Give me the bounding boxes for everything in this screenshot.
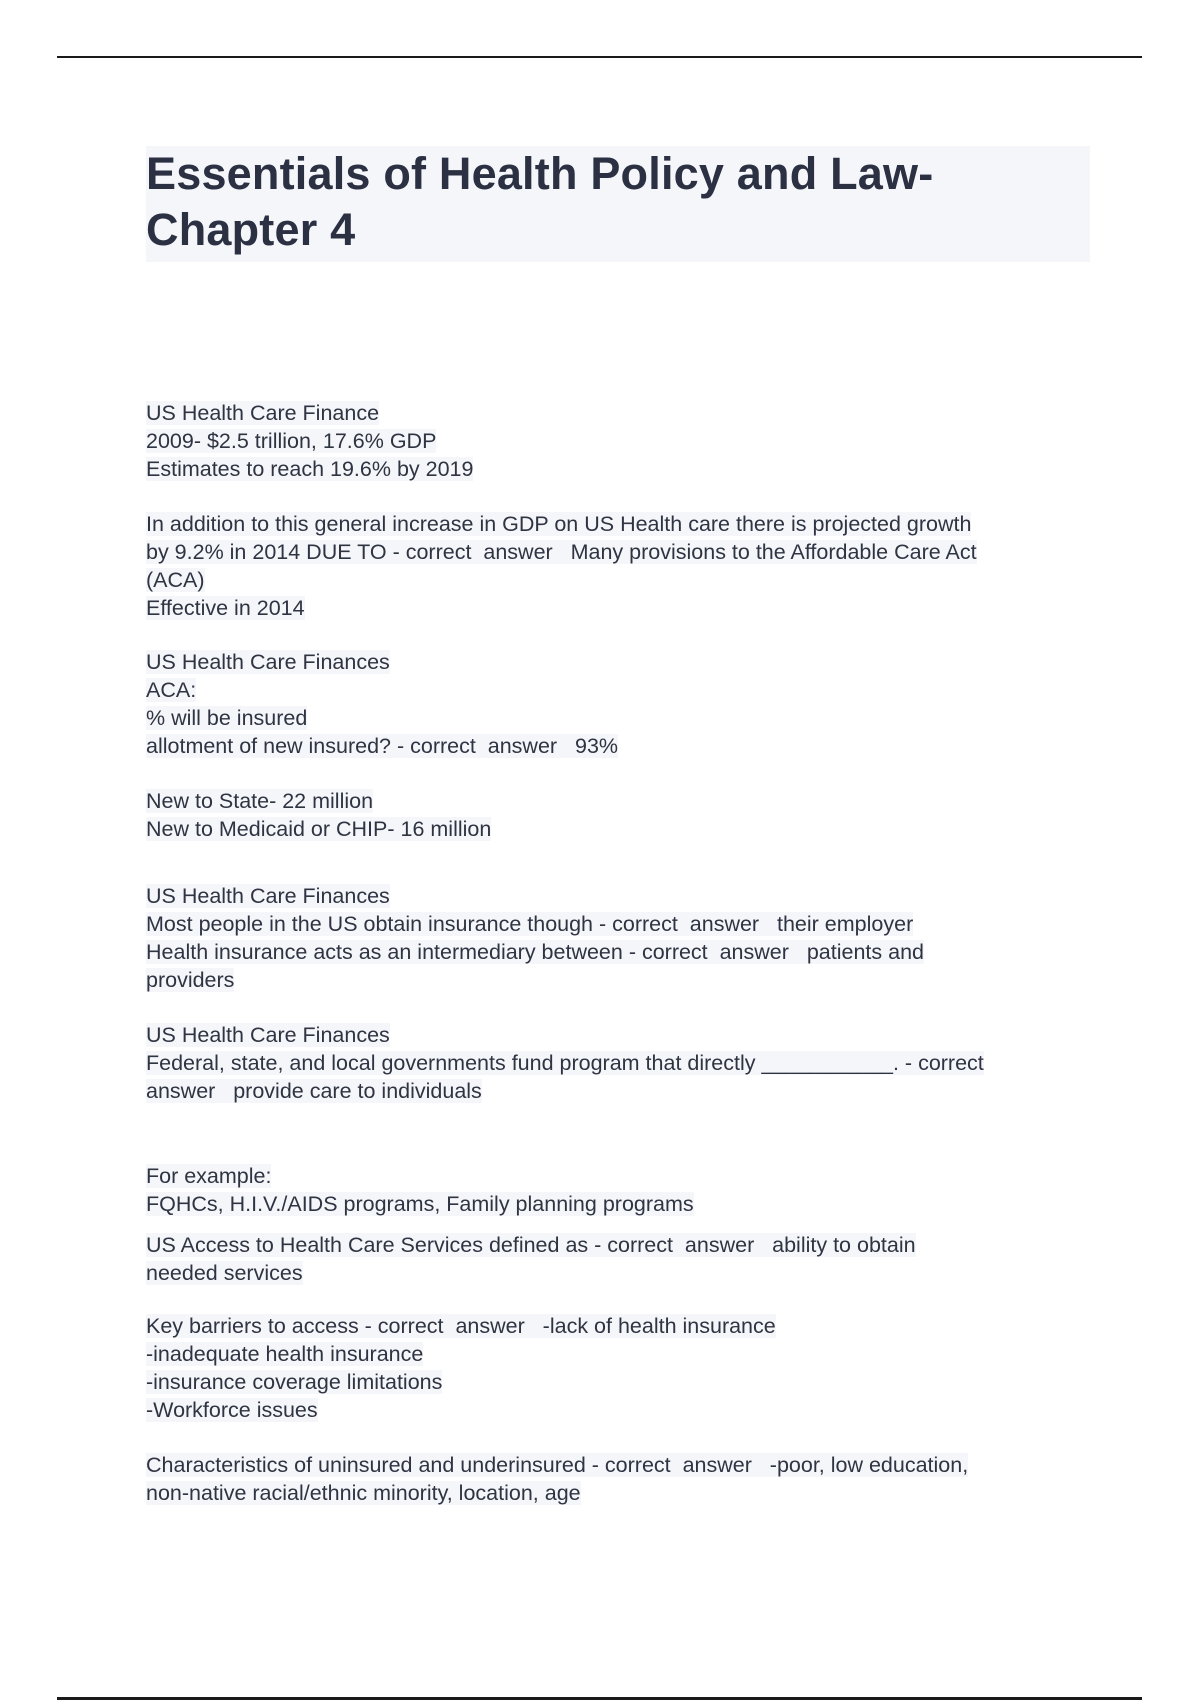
- flashcard-item: [146, 648, 618, 760]
- flashcard-line: [146, 938, 924, 966]
- flashcard-line: [146, 1312, 776, 1340]
- flashcard-line-text: FQHCs, H.I.V./AIDS programs, Family planning programs: [146, 1192, 694, 1216]
- flashcard-line-text: US Health Care Finances: [146, 650, 390, 674]
- flashcard-line-text: -insurance coverage limitations: [146, 1370, 443, 1394]
- flashcard-line-text: non-native racial/ethnic minority, location, age: [146, 1481, 581, 1505]
- flashcard-line-text: US Health Care Finances: [146, 1023, 390, 1047]
- flashcard-item: [146, 510, 977, 622]
- flashcard-line: [146, 399, 473, 427]
- flashcard-line: [146, 594, 977, 622]
- flashcard-line: [146, 1340, 776, 1368]
- flashcard-line-text: % will be insured: [146, 706, 308, 730]
- flashcard-line: [146, 676, 618, 704]
- flashcard-line-text: -inadequate health insurance: [146, 1342, 424, 1366]
- flashcard-line-text: In addition to this general increase in GDP on US Health care there is projected growth: [146, 512, 972, 536]
- flashcard-line-text: For example:: [146, 1164, 272, 1188]
- flashcard-line: [146, 1368, 776, 1396]
- flashcard-line: [146, 882, 913, 910]
- flashcard-line: [146, 648, 618, 676]
- flashcard-line: [146, 538, 977, 566]
- flashcard-line-text: 2009- $2.5 trillion, 17.6% GDP: [146, 429, 437, 453]
- flashcard-item: [146, 938, 924, 994]
- flashcard-line-text: -Workforce issues: [146, 1398, 318, 1422]
- flashcard-line-text: by 9.2% in 2014 DUE TO - correct answer Many provisions to the Affordable Care Act: [146, 540, 977, 564]
- flashcard-line-text: ACA:: [146, 678, 197, 702]
- flashcard-line-text: allotment of new insured? - correct answer 93%: [146, 734, 619, 758]
- flashcard-line: [146, 910, 913, 938]
- flashcard-line-text: US Health Care Finance: [146, 401, 380, 425]
- flashcard-line-text: Effective in 2014: [146, 596, 305, 620]
- flashcard-item: [146, 1231, 916, 1287]
- flashcard-line: [146, 1479, 968, 1507]
- flashcard-line: [146, 815, 491, 843]
- flashcard-line-text: Federal, state, and local governments fund program that directly ___________. - correct: [146, 1051, 984, 1075]
- flashcard-line-text: Estimates to reach 19.6% by 2019: [146, 457, 474, 481]
- document-body: [146, 146, 1090, 1505]
- flashcard-item: [146, 1312, 776, 1424]
- flashcard-line-text: New to State- 22 million: [146, 789, 374, 813]
- flashcard-line: [146, 427, 473, 455]
- flashcard-line-text: US Health Care Finances: [146, 884, 390, 908]
- flashcard-line-text: (ACA): [146, 568, 205, 592]
- flashcard-item: [146, 399, 473, 483]
- flashcard-line: [146, 1049, 984, 1077]
- flashcard-line-text: New to Medicaid or CHIP- 16 million: [146, 817, 492, 841]
- flashcard-line: [146, 732, 618, 760]
- flashcard-line: [146, 566, 977, 594]
- flashcard-line: [146, 510, 977, 538]
- flashcard-item: [146, 1162, 694, 1218]
- flashcard-line: [146, 455, 473, 483]
- flashcard-line: [146, 1021, 984, 1049]
- flashcard-line: [146, 1162, 694, 1190]
- flashcard-line: [146, 1259, 916, 1287]
- flashcard-line-text: providers: [146, 968, 235, 992]
- flashcard-line: [146, 787, 491, 815]
- title-box: [146, 146, 1090, 262]
- title-line: Chapter 4: [146, 204, 356, 255]
- flashcard-item: [146, 1451, 968, 1507]
- flashcard-line-text: Most people in the US obtain insurance though - correct answer their employer: [146, 912, 914, 936]
- document-title: [146, 146, 1086, 258]
- title-line: Essentials of Health Policy and Law-: [146, 148, 934, 199]
- flashcard-line: [146, 1451, 968, 1479]
- flashcard-line-text: US Access to Health Care Services defined as - correct answer ability to obtain: [146, 1233, 916, 1257]
- flashcard-item: [146, 1021, 984, 1105]
- flashcard-line: [146, 1396, 776, 1424]
- flashcard-line: [146, 704, 618, 732]
- flashcard-line-text: Health insurance acts as an intermediary between - correct answer patients and: [146, 940, 924, 964]
- flashcard-line-text: needed services: [146, 1261, 303, 1285]
- flashcard-line: [146, 1231, 916, 1259]
- flashcard-line-text: Key barriers to access - correct answer -lack of health insurance: [146, 1314, 776, 1338]
- flashcard-line-text: Characteristics of uninsured and underinsured - correct answer -poor, low education,: [146, 1453, 969, 1477]
- flashcard-line: [146, 1190, 694, 1218]
- flashcard-line: [146, 1077, 984, 1105]
- top-rule: [57, 56, 1142, 58]
- flashcard-item: [146, 882, 913, 938]
- flashcard-line: [146, 966, 924, 994]
- flashcard-line-text: answer provide care to individuals: [146, 1079, 482, 1103]
- flashcard-item: [146, 787, 491, 843]
